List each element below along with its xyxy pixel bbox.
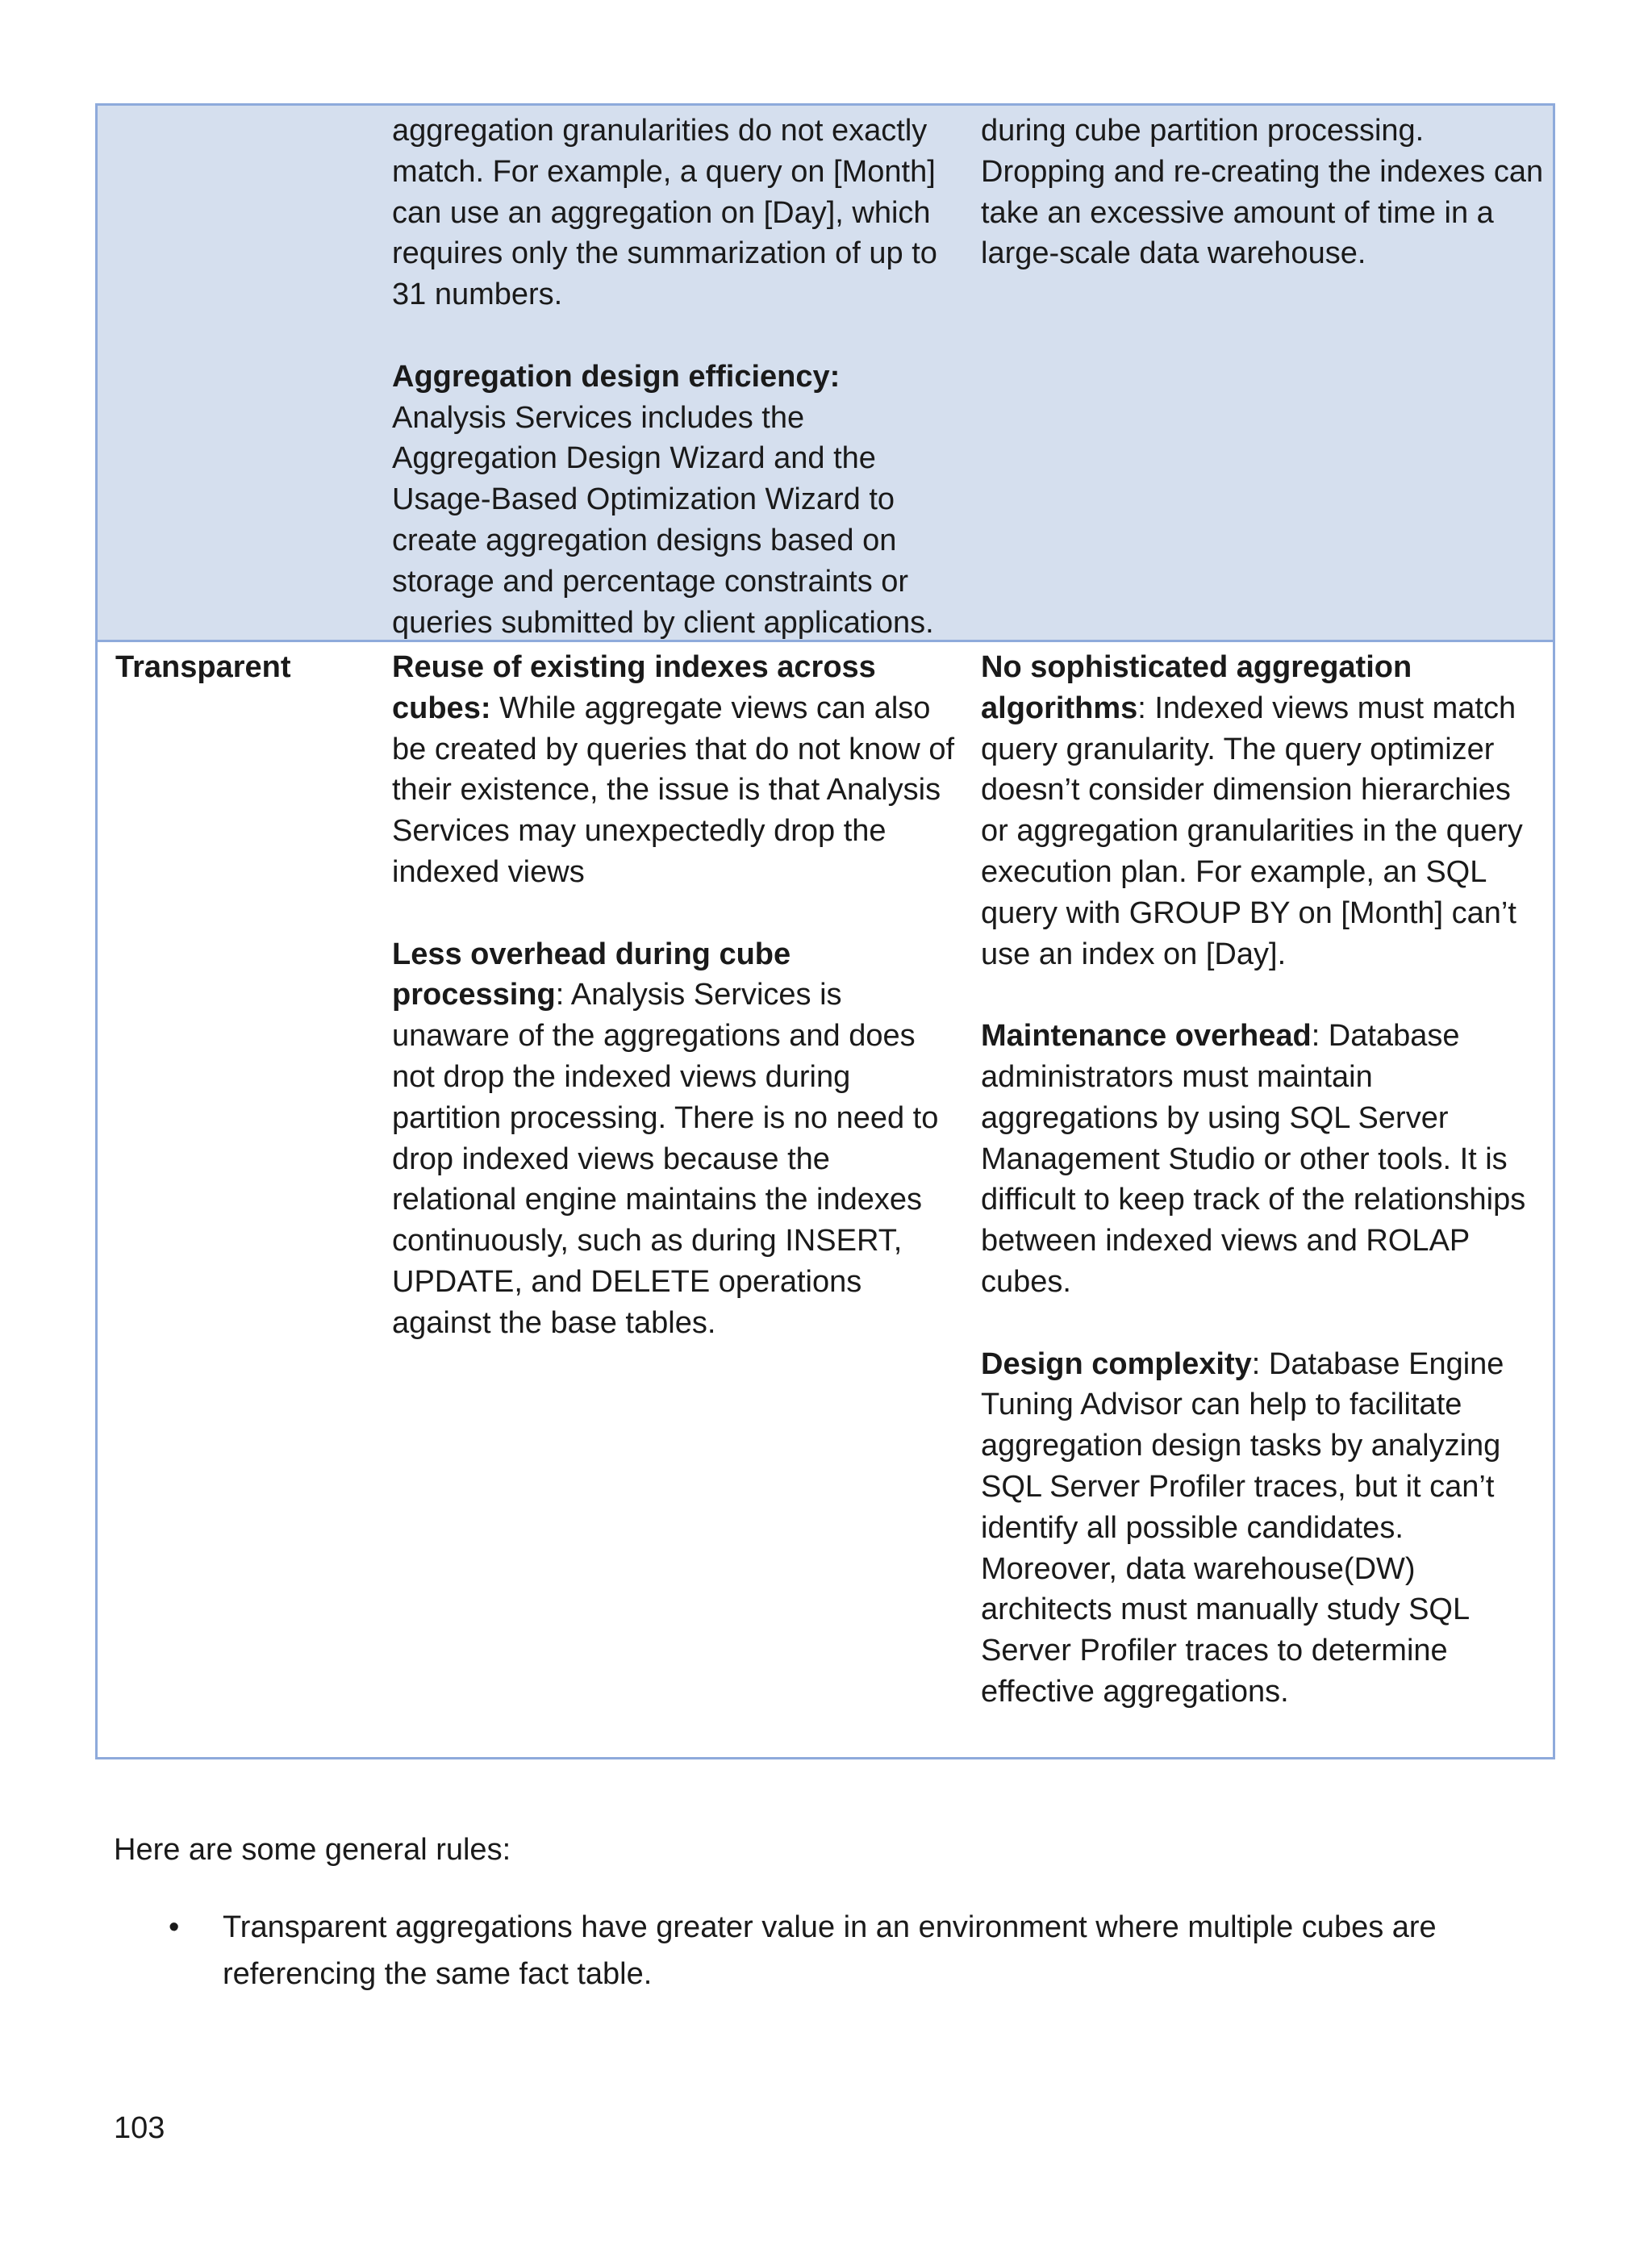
paragraph-heading: Aggregation design efficiency: (392, 359, 841, 394)
paragraph-heading: No sophisticated aggregation algorithms (981, 650, 1412, 725)
paragraph-heading: Reuse of existing indexes across cubes: (392, 650, 876, 725)
disadvantages-cell (981, 111, 1546, 274)
cell-paragraph (392, 647, 961, 893)
disadvantages-cell (981, 647, 1546, 1713)
rules-intro: Here are some general rules: (114, 1833, 511, 1867)
paragraph-text: : Database administrators must maintain aggregations by using SQL Server Management Studio or other tools. It is difficult to keep track of the relationships between indexed views and ROLAP cubes. (981, 1019, 1526, 1299)
paragraph-heading: Maintenance overhead (981, 1019, 1312, 1054)
table-row-continuation (98, 106, 1553, 642)
list-item (114, 1904, 1533, 1997)
paragraph-heading: Design complexity (981, 1346, 1252, 1381)
paragraph-heading: Less overhead during cube processing (392, 937, 791, 1012)
paragraph-text: Analysis Services includes the Aggregation Design Wizard and the Usage-Based Optimization Wizard to create aggregation designs based on storage and percentage constraints or queries submitted by client applications. (392, 400, 934, 640)
cell-paragraph (981, 1344, 1546, 1713)
row-label: Transparent (115, 650, 291, 684)
cell-paragraph (981, 647, 1546, 975)
paragraph-text: : Analysis Services is unaware of the aggregations and does not drop the indexed views during partition processing. There is no need to drop indexed views because the relational engine maintains the indexes continuously, such as during INSERT, UPDATE, and DELETE operations against the base tables. (392, 978, 939, 1340)
bullet-icon: • (169, 1910, 180, 1944)
cell-paragraph (392, 357, 961, 644)
advantages-cell (392, 647, 961, 1344)
paragraph-text: While aggregate views can also be created by queries that do not know of their existence, the issue is that Analysis Services may unexpectedly drop the indexed views (392, 691, 955, 889)
cell-paragraph (981, 111, 1546, 274)
cell-paragraph (981, 1016, 1546, 1303)
cell-paragraph (392, 934, 961, 1344)
paragraph-text: : Database Engine Tuning Advisor can help to facilitate aggregation design tasks by analyzing SQL Server Profiler traces, but it can’t identify all possible candidates. Moreover, data warehouse(DW) architects must manually study SQL Server Profiler traces to determine effective aggregations. (981, 1346, 1504, 1709)
paragraph-text: : Indexed views must match query granularity. The query optimizer doesn’t consider dimension hierarchies or aggregation granularities in the query execution plan. For example, an SQL query with GROUP BY on [Month] can’t use an index on [Day]. (981, 691, 1523, 971)
comparison-table (95, 103, 1555, 1759)
paragraph-text: aggregation granularities do not exactly match. For example, a query on [Month] can use an aggregation on [Day], which requires only the summarization of up to 31 numbers. (392, 114, 937, 312)
table-row-transparent (98, 642, 1553, 1757)
advantages-cell (392, 111, 961, 643)
cell-paragraph (392, 111, 961, 315)
list-item-text: Transparent aggregations have greater value in an environment where multiple cubes are referencing the same fact table. (223, 1910, 1437, 1991)
paragraph-text: during cube partition processing. Dropping and re-creating the indexes can take an excessive amount of time in a large-scale data warehouse. (981, 114, 1544, 271)
rules-list (114, 1904, 1533, 1997)
page-number: 103 (114, 2111, 165, 2145)
